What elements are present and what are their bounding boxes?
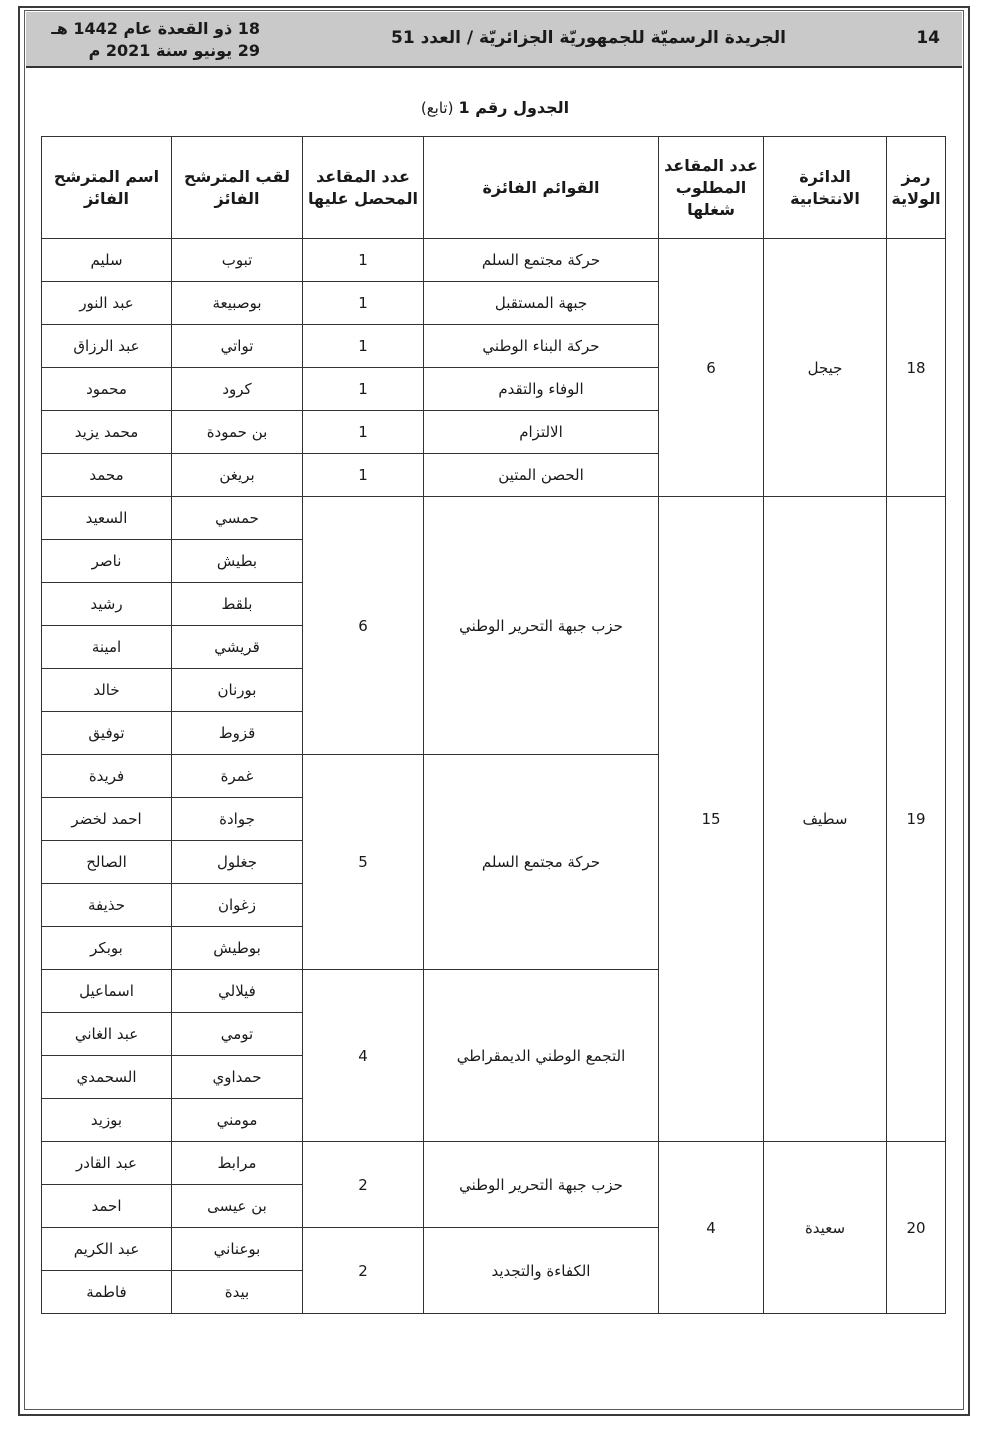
candidate-first-name-cell: عبد الرزاق bbox=[42, 325, 172, 368]
seats-obtained-cell: 6 bbox=[303, 497, 424, 755]
candidate-surname-cell: جغلول bbox=[172, 841, 303, 884]
candidate-surname-cell: بلقط bbox=[172, 583, 303, 626]
candidate-first-name-cell: ناصر bbox=[42, 540, 172, 583]
candidate-surname-cell: بوطيش bbox=[172, 927, 303, 970]
district-cell: سطيف bbox=[764, 497, 887, 1142]
candidate-first-name-cell: السعيد bbox=[42, 497, 172, 540]
candidate-first-name-cell: محمد يزيد bbox=[42, 411, 172, 454]
winning-list-cell: الالتزام bbox=[424, 411, 659, 454]
candidate-first-name-cell: فريدة bbox=[42, 755, 172, 798]
table-row bbox=[42, 1142, 946, 1185]
seats-obtained-cell: 1 bbox=[303, 368, 424, 411]
winning-list-cell: الوفاء والتقدم bbox=[424, 368, 659, 411]
candidate-first-name-cell: بوزيد bbox=[42, 1099, 172, 1142]
candidate-first-name-cell: عبد الكريم bbox=[42, 1228, 172, 1271]
candidate-first-name-cell: حذيفة bbox=[42, 884, 172, 927]
candidate-first-name-cell: عبد النور bbox=[42, 282, 172, 325]
candidate-first-name-cell: عبد القادر bbox=[42, 1142, 172, 1185]
wilaya-code-cell: 19 bbox=[887, 497, 946, 1142]
winning-list-cell: حزب جبهة التحرير الوطني bbox=[424, 497, 659, 755]
candidate-surname-cell: غمرة bbox=[172, 755, 303, 798]
candidate-first-name-cell: محمود bbox=[42, 368, 172, 411]
wilaya-code-cell: 20 bbox=[887, 1142, 946, 1314]
seats-obtained-cell: 5 bbox=[303, 755, 424, 970]
col-header-seats-obtained: عدد المقاعد المحصل عليها bbox=[303, 137, 424, 239]
table-title-sub: (تابع) bbox=[420, 99, 454, 117]
candidate-surname-cell: تبوب bbox=[172, 239, 303, 282]
seats-obtained-cell: 1 bbox=[303, 411, 424, 454]
candidate-surname-cell: بن حمودة bbox=[172, 411, 303, 454]
table-header-row bbox=[42, 137, 946, 239]
candidate-first-name-cell: احمد لخضر bbox=[42, 798, 172, 841]
candidate-surname-cell: بيدة bbox=[172, 1271, 303, 1314]
candidate-first-name-cell: فاطمة bbox=[42, 1271, 172, 1314]
candidate-surname-cell: بن عيسى bbox=[172, 1185, 303, 1228]
issue-date bbox=[40, 18, 260, 62]
journal-title: الجريدة الرسميّة للجمهوريّة الجزائريّة / العدد 51 bbox=[390, 28, 786, 48]
candidate-surname-cell: قزوط bbox=[172, 712, 303, 755]
candidate-first-name-cell: احمد bbox=[42, 1185, 172, 1228]
col-header-first-name: اسم المترشح الفائز bbox=[42, 137, 172, 239]
winning-list-cell: حركة مجتمع السلم bbox=[424, 755, 659, 970]
seats-obtained-cell: 2 bbox=[303, 1228, 424, 1314]
journal-header bbox=[26, 12, 962, 68]
table-title bbox=[0, 98, 990, 117]
seats-obtained-cell: 1 bbox=[303, 454, 424, 497]
results-table bbox=[41, 136, 946, 1314]
candidate-surname-cell: تواتي bbox=[172, 325, 303, 368]
candidate-first-name-cell: السحمدي bbox=[42, 1056, 172, 1099]
col-header-district: الدائرة الانتخابية bbox=[764, 137, 887, 239]
candidate-surname-cell: فيلالي bbox=[172, 970, 303, 1013]
seats-required-cell: 6 bbox=[659, 239, 764, 497]
table-row bbox=[42, 239, 946, 282]
candidate-surname-cell: بوصبيعة bbox=[172, 282, 303, 325]
hijri-date: 18 ذو القعدة عام 1442 هـ bbox=[51, 19, 260, 38]
candidate-first-name-cell: امينة bbox=[42, 626, 172, 669]
candidate-surname-cell: جوادة bbox=[172, 798, 303, 841]
winning-list-cell: حركة مجتمع السلم bbox=[424, 239, 659, 282]
candidate-first-name-cell: رشيد bbox=[42, 583, 172, 626]
page-number: 14 bbox=[916, 28, 940, 48]
seats-required-cell: 4 bbox=[659, 1142, 764, 1314]
candidate-surname-cell: بطيش bbox=[172, 540, 303, 583]
candidate-first-name-cell: اسماعيل bbox=[42, 970, 172, 1013]
candidate-surname-cell: بريغن bbox=[172, 454, 303, 497]
district-cell: جيجل bbox=[764, 239, 887, 497]
candidate-first-name-cell: خالد bbox=[42, 669, 172, 712]
candidate-surname-cell: مرابط bbox=[172, 1142, 303, 1185]
candidate-surname-cell: بوعناني bbox=[172, 1228, 303, 1271]
col-header-seats-required: عدد المقاعد المطلوب شغلها bbox=[659, 137, 764, 239]
winning-list-cell: الكفاءة والتجديد bbox=[424, 1228, 659, 1314]
winning-list-cell: الحصن المتين bbox=[424, 454, 659, 497]
seats-obtained-cell: 4 bbox=[303, 970, 424, 1142]
seats-obtained-cell: 1 bbox=[303, 282, 424, 325]
col-header-surname: لقب المترشح الفائز bbox=[172, 137, 303, 239]
seats-obtained-cell: 1 bbox=[303, 239, 424, 282]
winning-list-cell: حزب جبهة التحرير الوطني bbox=[424, 1142, 659, 1228]
wilaya-code-cell: 18 bbox=[887, 239, 946, 497]
candidate-first-name-cell: الصالح bbox=[42, 841, 172, 884]
candidate-first-name-cell: بوبكر bbox=[42, 927, 172, 970]
candidate-first-name-cell: سليم bbox=[42, 239, 172, 282]
winning-list-cell: حركة البناء الوطني bbox=[424, 325, 659, 368]
candidate-surname-cell: بورنان bbox=[172, 669, 303, 712]
candidate-surname-cell: تومي bbox=[172, 1013, 303, 1056]
candidate-surname-cell: زغوان bbox=[172, 884, 303, 927]
candidate-first-name-cell: محمد bbox=[42, 454, 172, 497]
gregorian-date: 29 يونيو سنة 2021 م bbox=[88, 41, 260, 60]
seats-required-cell: 15 bbox=[659, 497, 764, 1142]
winning-list-cell: التجمع الوطني الديمقراطي bbox=[424, 970, 659, 1142]
seats-obtained-cell: 1 bbox=[303, 325, 424, 368]
table-body bbox=[42, 239, 946, 1314]
candidate-surname-cell: حمسي bbox=[172, 497, 303, 540]
candidate-first-name-cell: توفيق bbox=[42, 712, 172, 755]
seats-obtained-cell: 2 bbox=[303, 1142, 424, 1228]
winning-list-cell: جبهة المستقبل bbox=[424, 282, 659, 325]
table-title-main: الجدول رقم 1 bbox=[458, 98, 570, 117]
candidate-surname-cell: كرود bbox=[172, 368, 303, 411]
district-cell: سعيدة bbox=[764, 1142, 887, 1314]
candidate-surname-cell: قريشي bbox=[172, 626, 303, 669]
candidate-surname-cell: حمداوي bbox=[172, 1056, 303, 1099]
table-row bbox=[42, 497, 946, 540]
col-header-winning-lists: القوائم الفائزة bbox=[424, 137, 659, 239]
col-header-wilaya-code: رمز الولاية bbox=[887, 137, 946, 239]
candidate-surname-cell: مومني bbox=[172, 1099, 303, 1142]
candidate-first-name-cell: عبد الغاني bbox=[42, 1013, 172, 1056]
